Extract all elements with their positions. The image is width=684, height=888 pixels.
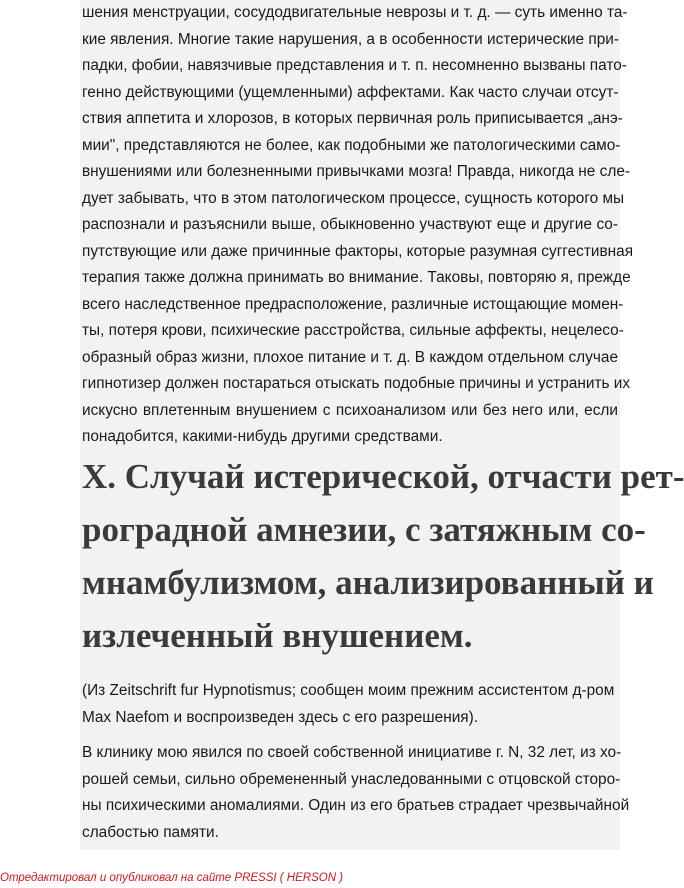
- text-line: ствия аппетита и хлорозов, в которых первичная роль приписывается „анэ-: [82, 110, 623, 127]
- heading-line: роградной амнезии, с затяжным со-: [82, 510, 646, 549]
- heading-line: X. Случай истерической, отчасти рет-: [82, 457, 684, 496]
- text-line: понадобится, какими-нибудь другими средствами.: [82, 428, 443, 445]
- paragraph-3: [82, 740, 630, 846]
- text-line: внушениями или болезненными привычками мозга! Правда, никогда не сле-: [82, 163, 630, 180]
- text-line: всего наследственное предрасположение, различные истощающие момен-: [82, 295, 624, 313]
- text-line: дует забывать, что в этом патологическом процессе, сущность которого мы: [82, 189, 625, 207]
- text-line: падки, фобии, навязчивые представления и т. п. несомненно вызваны пато-: [82, 57, 627, 74]
- text-line: ны психическими аномалиями. Один из его братьев страдает чрезвычайной: [82, 797, 630, 814]
- heading-line: излеченный внушением.: [82, 616, 473, 655]
- text-line: путствующие или даже причинные факторы, которые разумная суггестивная: [82, 242, 634, 260]
- paragraph-1: [82, 0, 634, 451]
- section-heading: [82, 450, 684, 662]
- text-line: образный образ жизни, плохое питание и т. д. В каждом отдельном случае: [82, 348, 618, 366]
- text-line: мии", представляются не более, как подобными же патологическими само-: [82, 136, 621, 154]
- source-note: [82, 678, 618, 731]
- text-line: рошей семьи, сильно обремененный унаследованными с отцовской сторо-: [82, 770, 621, 788]
- text-line: слабостью памяти.: [82, 823, 219, 841]
- text-line: гипнотизер должен постараться отыскать подобные причины и устранить их: [82, 375, 631, 392]
- text-line: кие явления. Многие такие нарушения, а в особенности истерические при-: [82, 30, 619, 48]
- publisher-footer: Отредактировал и опубликовал на сайте PRESSI ( HERSON ): [0, 872, 344, 884]
- text-line: терапия также должна принимать во внимание. Таковы, повторяю я, прежде: [82, 269, 631, 286]
- text-line: ты, потеря крови, психические расстройства, сильные аффекты, нецелесо-: [82, 322, 624, 339]
- text-line: В клинику мою явился по своей собственной инициативе г. N, 32 лет, из хо-: [82, 744, 622, 761]
- text-line: искусно вплетенным внушением с психоанализом или без него или, если: [82, 401, 618, 419]
- heading-line: мнамбулизмом, анализированный и: [82, 563, 654, 602]
- text-line: Max Naefom и воспроизведен здесь с его разрешения).: [82, 708, 479, 726]
- text-line: шения менструации, сосудодвигательные неврозы и т. д. — суть именно та-: [82, 4, 628, 21]
- text-line: распознали и разъяснили выше, обыкновенно участвуют еще и другие со-: [82, 216, 618, 233]
- text-line: генно действующими (ущемленными) аффектами. Как часто случаи отсут-: [82, 83, 619, 101]
- text-line: (Из Zeitschrift fur Hypnotismus; сообщен моим прежним ассистентом д-ром: [82, 682, 615, 699]
